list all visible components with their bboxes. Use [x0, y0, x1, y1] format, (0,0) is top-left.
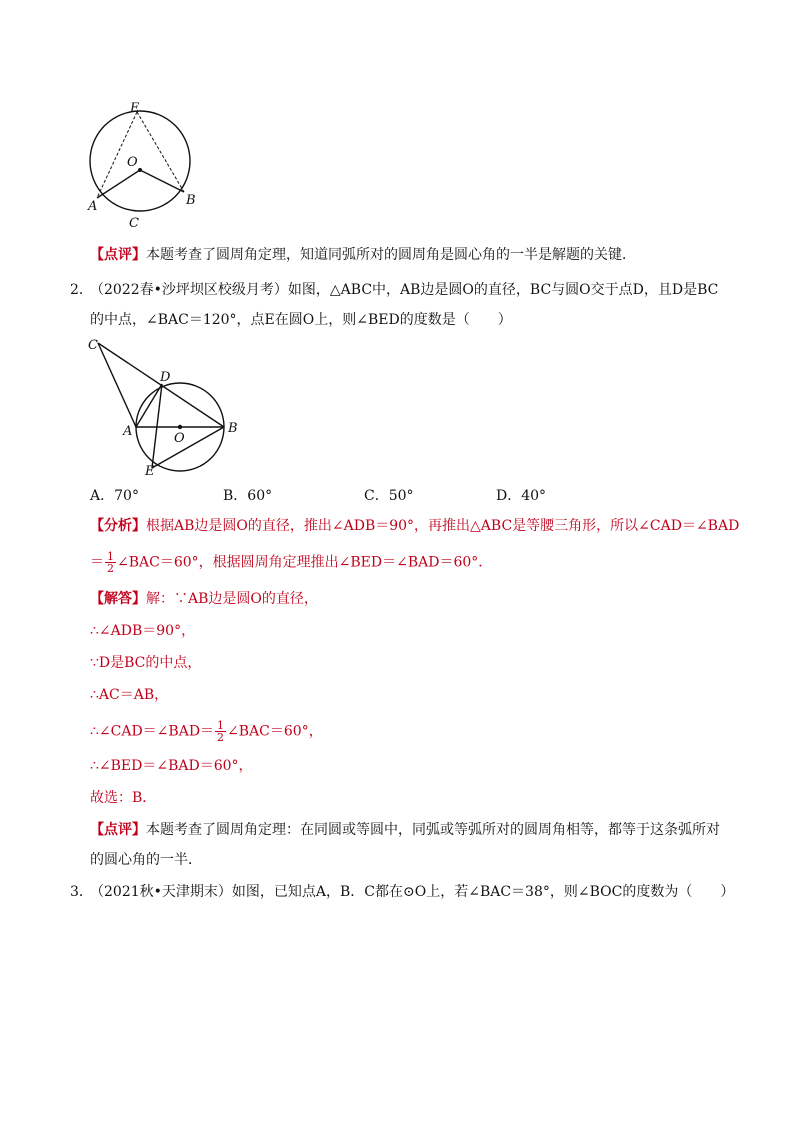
segment-ao	[97, 170, 140, 198]
solution-line-3: ∵D是BC的中点，	[90, 655, 202, 671]
solution-line-5: ∴∠CAD＝∠BAD＝ $\frac{1}{2}$ ∠BAC＝60°，	[90, 719, 323, 744]
label-c: C	[88, 338, 98, 353]
solution-line-1: 【解答】解：∵AB边是圆O的直径，	[90, 591, 318, 607]
label-o: O	[127, 155, 138, 170]
label-e: E	[130, 101, 140, 116]
question-2-stem-line-1: （2022春•沙坪坝区校级月考）如图，△ABC中，AB边是圆O的直径，BC与圆O交于点D，且D是BC	[90, 282, 719, 298]
label-d: D	[160, 370, 171, 385]
fraction-one-half: $\frac{1}{2}$	[107, 550, 114, 575]
analysis-line-1: 【分析】根据AB边是圆O的直径，推出∠ADB＝90°，再推出△ABC是等腰三角形，所以∠CAD＝∠BAD	[90, 518, 740, 534]
label-a: A	[88, 199, 98, 214]
option-b[interactable]: B．60°	[223, 488, 273, 504]
circle-o	[90, 111, 190, 211]
segment-eb	[152, 427, 224, 468]
solution-line-6: ∴∠BED＝∠BAD＝60°，	[90, 758, 253, 774]
solution-choice: 故选：B．	[90, 790, 157, 806]
question-2-stem-line-2: 的中点，∠BAC＝120°，点E在圆O上，则∠BED的度数是（ ）	[90, 312, 512, 328]
segment-de	[152, 384, 162, 468]
segment-ob	[140, 170, 184, 192]
question-3-number: 3．	[70, 884, 93, 900]
solution-line-2: ∴∠ADB＝90°，	[90, 623, 196, 639]
label-a: A	[123, 424, 133, 439]
label-e: E	[145, 464, 155, 479]
label-c: C	[129, 216, 139, 231]
label-b: B	[186, 193, 196, 208]
fraction-one-half: $\frac{1}{2}$	[217, 719, 225, 744]
option-c[interactable]: C．50°	[364, 488, 414, 504]
label-b: B	[228, 421, 238, 436]
comment-2-line-2: 的圆心角的一半．	[90, 852, 202, 868]
question-2-number: 2．	[70, 282, 93, 298]
solution-line-4: ∴AC＝AB，	[90, 687, 169, 703]
comment-2-line-1: 【点评】本题考查了圆周角定理：在同圆或等圆中，同弧或等弧所对的圆周角相等，都等于这条弧所对	[90, 822, 720, 838]
option-a[interactable]: A．70°	[90, 488, 139, 504]
figure-circle-eaboc	[80, 98, 220, 233]
option-d[interactable]: D．40°	[496, 488, 547, 504]
center-point-o	[178, 425, 182, 429]
label-o: O	[174, 431, 185, 446]
analysis-line-2: ＝ $\frac{1}{2}$ ∠BAC＝60°，根据圆周角定理推出∠BED＝∠BAD＝60°．	[90, 550, 493, 575]
question-3-stem: （2021秋•天津期末）如图，已知点A，B．C都在⊙O上，若∠BAC＝38°，则∠BOC的度数为（ ）	[90, 884, 735, 900]
comment-1: 【点评】本题考查了圆周角定理，知道同弧所对的圆周角是圆心角的一半是解题的关键．	[90, 247, 636, 263]
figure-triangle-circle	[82, 335, 252, 480]
center-point-o	[138, 168, 142, 172]
